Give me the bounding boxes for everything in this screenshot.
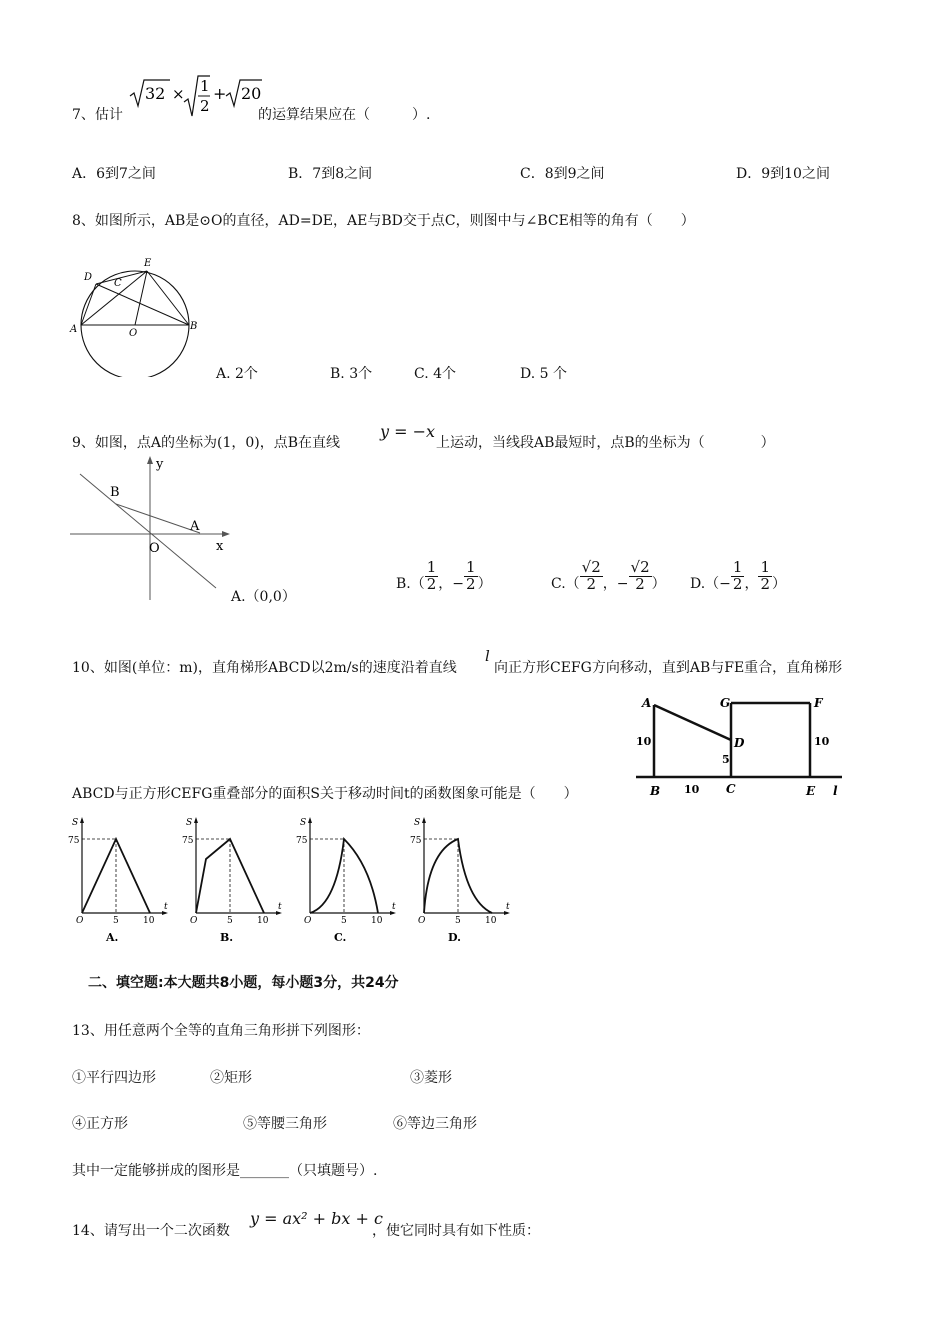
q14-prefix: 14、请写出一个二次函数 (72, 1223, 230, 1239)
q9-optc-sep: ，− (602, 576, 629, 592)
q10-graph-a-o: O (76, 916, 84, 926)
q9-coordinate-figure (70, 454, 235, 602)
q10-graph-a-xlab: t (164, 902, 168, 912)
q9-text-a: 9、如图，点A的坐标为(1，0)，点B在直线 (72, 435, 341, 451)
q10-graph-d-x10: 10 (485, 916, 497, 926)
q9-optb-sep: ，− (438, 576, 465, 592)
q13-item-5: ⑤等腰三角形 (243, 1116, 327, 1132)
q9-optc-x-den: 2 (586, 574, 596, 593)
q10-graph-d-xlab: t (506, 902, 510, 912)
q9-label-a: A (190, 519, 200, 534)
q9-optb-y (464, 557, 478, 593)
q9-optd-y (758, 557, 772, 593)
q10-graph-a-caption: A. (106, 931, 119, 944)
q7-radicand-b: 20 (241, 84, 262, 103)
q10-fig-e: E (806, 784, 816, 798)
q7-option-d: D．9到10之间 (736, 166, 830, 182)
q7-option-a: A．6到7之间 (72, 166, 156, 182)
q7-radicand-a: 32 (145, 84, 166, 103)
q10-graph-d-o: O (418, 916, 426, 926)
q7-expression (128, 74, 268, 122)
q10-graph-d-caption: D. (448, 931, 461, 944)
section-2-title: 二、填空题:本大题共8小题，每小题3分，共24分 (88, 975, 399, 991)
q9-option-b (396, 552, 492, 600)
q10-graph-d-y75: 75 (410, 836, 422, 846)
q10-fig-bc-len: 10 (684, 783, 700, 796)
q10-graph-c-o: O (304, 916, 312, 926)
q10-graph-b-y75: 75 (182, 836, 194, 846)
q10-graph-a-x10: 10 (143, 916, 155, 926)
q10-graph-a-ylab: S (72, 818, 79, 828)
q8-option-c: C. 4个 (414, 366, 457, 382)
q13-item-6: ⑥等边三角形 (393, 1116, 477, 1132)
q8-label-d: D (84, 272, 93, 283)
q13-item-4: ④正方形 (72, 1116, 128, 1132)
q7-option-c: C．8到9之间 (520, 166, 605, 182)
q7-times: × (172, 85, 185, 103)
q10-fig-cd-len: 5 (722, 753, 730, 766)
q8-label-o: O (129, 328, 138, 339)
q10-fig-g: G (720, 696, 731, 710)
q10-text-a: 10、如图(单位：m)，直角梯形ABCD以2m/s的速度沿着直线 (72, 660, 457, 676)
q10-graph-b (182, 815, 287, 945)
q9-optd-x (731, 557, 745, 593)
q7-plus: + (213, 84, 227, 103)
q9-optc-suffix: ） (651, 576, 666, 592)
q13-item-3: ③菱形 (410, 1070, 452, 1086)
q9-optb-x-den: 2 (426, 574, 437, 593)
q10-graph-d (410, 815, 515, 945)
q10-graph-b-o: O (190, 916, 198, 926)
q14-suffix: ，使它同时具有如下性质： (372, 1223, 540, 1239)
q8-option-a: A. 2个 (216, 366, 258, 382)
q7-radical-expression (128, 74, 268, 118)
q9-optc-x-num: √2 (581, 557, 601, 576)
q9-label-o: O (149, 541, 160, 556)
q9-optb-x (425, 557, 439, 593)
q9-optd-y-num: 1 (760, 557, 770, 576)
q10-graph-c-ylab: S (300, 818, 307, 828)
q13-item-2: ②矩形 (210, 1070, 252, 1086)
q9-line-equation: y = −x (380, 422, 436, 441)
q9-option-a: A.（0,0） (231, 589, 296, 605)
q7-frac-num: 1 (200, 77, 210, 95)
q9-label-b: B (110, 485, 120, 500)
q10-graph-a-x5: 5 (113, 916, 119, 926)
q9-text-b: 上运动，当线段AB最短时，点B的坐标为（ ） (436, 435, 775, 451)
q8-label-c: C (114, 278, 122, 289)
q7-option-b: B．7到8之间 (288, 166, 373, 182)
q7-frac-den: 2 (200, 97, 210, 115)
q10-graph-b-xlab: t (278, 902, 282, 912)
q8-label-a: A (70, 324, 78, 335)
q9-optc-x (580, 557, 603, 593)
q10-fig-ef-len: 10 (814, 735, 830, 748)
q8-question: 8、如图所示，AB是⊙O的直径，AD=DE，AE与BD交于点C，则图中与∠BCE相等的角有（ ） (72, 213, 695, 229)
q9-label-x: x (216, 539, 224, 554)
q10-graph-a (68, 815, 173, 945)
q14-equation: y = ax² + bx + c (250, 1209, 383, 1228)
q10-fig-c: C (726, 782, 736, 796)
q9-option-c (551, 552, 666, 600)
q9-optb-y-num: 1 (466, 557, 476, 576)
q9-optb-prefix: B.（ (396, 576, 425, 592)
q9-optd-y-den: 2 (760, 574, 770, 593)
q8-label-b: B (190, 321, 198, 332)
q13-answer-line: 其中一定能够拼成的图形是_______（只填题号）. (72, 1163, 378, 1179)
q9-option-d (690, 552, 786, 600)
q10-graph-b-x10: 10 (257, 916, 269, 926)
q8-circle-figure (66, 252, 206, 377)
q10-line-l: l (485, 647, 490, 665)
q10-text-c: ABCD与正方形CEFG重叠部分的面积S关于移动时间t的函数图象可能是（ ） (72, 786, 578, 802)
q10-graph-d-x5: 5 (455, 916, 461, 926)
q8-option-d: D. 5 个 (520, 366, 567, 382)
q10-trapezoid-square-figure (630, 693, 845, 803)
q8-label-e: E (144, 258, 152, 269)
q10-text-b: 向正方形CEFG方向移动，直到AB与FE重合，直角梯形 (494, 660, 843, 676)
q10-graph-c-y75: 75 (296, 836, 308, 846)
q10-fig-d: D (734, 736, 745, 750)
q13-question: 13、用任意两个全等的直角三角形拼下列图形： (72, 1023, 370, 1039)
q9-optc-y (629, 557, 652, 593)
q9-optd-sep: ， (744, 576, 759, 592)
q10-graph-c-caption: C. (334, 931, 347, 944)
q9-optc-y-den: 2 (635, 574, 645, 593)
q9-optd-x-num: 1 (732, 557, 743, 576)
q9-optb-y-den: 2 (466, 574, 476, 593)
q7-suffix: 的运算结果应在（ ）. (258, 107, 431, 123)
q10-graph-c (296, 815, 401, 945)
q10-graph-a-y75: 75 (68, 836, 80, 846)
q10-graph-b-ylab: S (186, 818, 193, 828)
q10-fig-l: l (833, 784, 838, 798)
q9-optd-prefix: D.（− (690, 576, 731, 592)
q10-fig-a: A (642, 696, 652, 710)
q9-optb-x-num: 1 (426, 557, 437, 576)
q9-optd-suffix: ） (772, 576, 786, 592)
q7-prefix: 7、估计 (72, 107, 123, 123)
q10-graph-c-x5: 5 (341, 916, 347, 926)
q9-optc-y-num: √2 (630, 557, 650, 576)
q9-optd-x-den: 2 (732, 574, 743, 593)
q10-graph-b-caption: B. (220, 931, 234, 944)
q9-label-y: y (156, 457, 164, 472)
q9-optc-prefix: C.（ (551, 576, 580, 592)
q10-graph-c-x10: 10 (371, 916, 383, 926)
q10-fig-ab-len: 10 (636, 735, 652, 748)
q8-option-b: B. 3个 (330, 366, 373, 382)
q10-fig-f: F (814, 696, 823, 710)
q10-graph-b-x5: 5 (227, 916, 233, 926)
q10-graph-c-xlab: t (392, 902, 396, 912)
q9-optb-suffix: ） (477, 576, 492, 592)
q13-item-1: ①平行四边形 (72, 1070, 156, 1086)
q10-graph-d-ylab: S (414, 818, 421, 828)
q10-fig-b: B (650, 784, 661, 798)
